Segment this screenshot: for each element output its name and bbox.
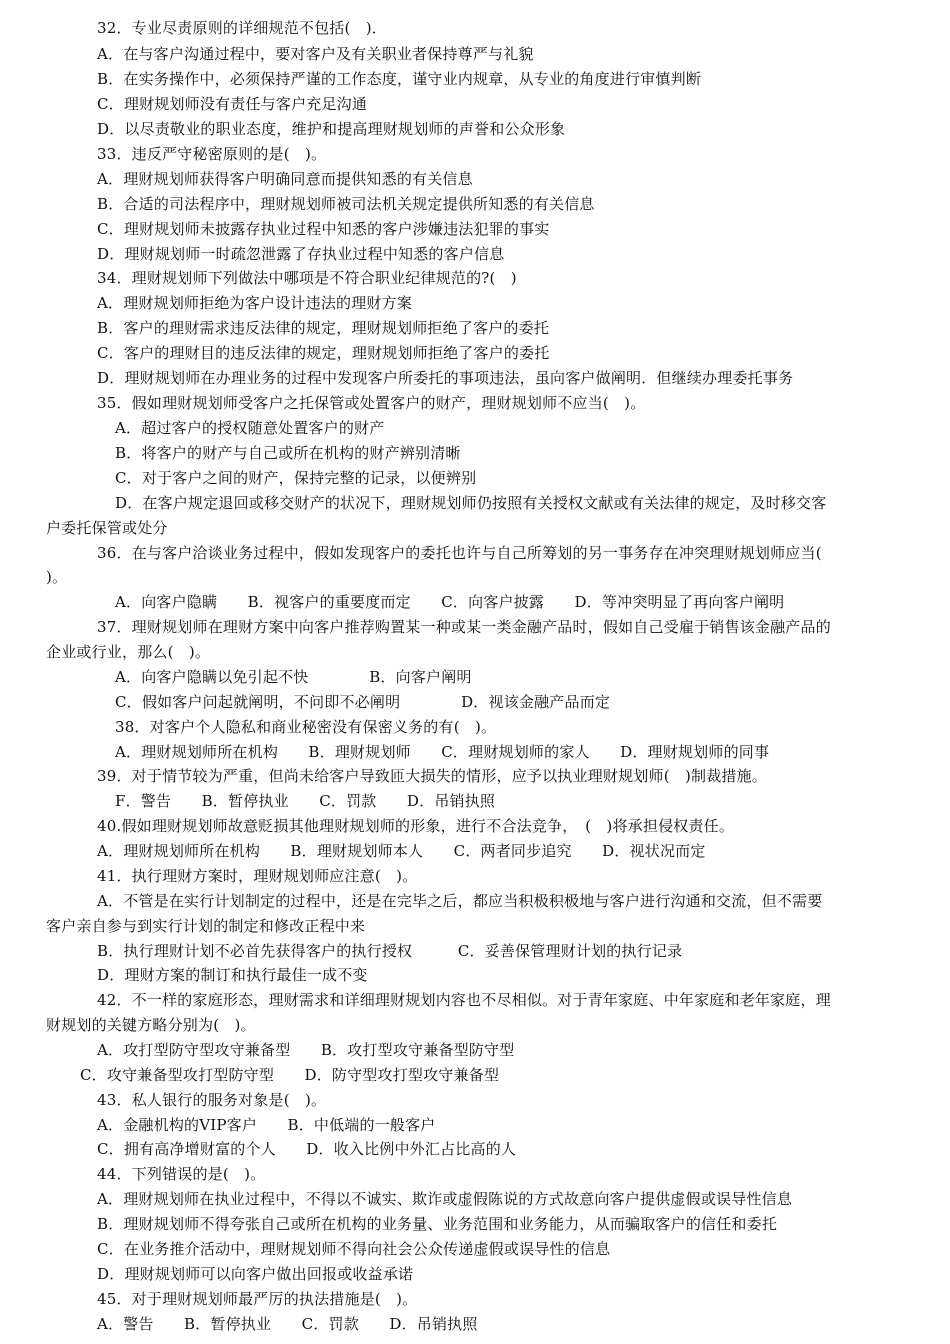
option-35-c: C．对于客户之间的财产，保持完整的记录，以便辨别 xyxy=(115,469,477,487)
options-37-cd: C．假如客户问起就阐明，不问即不必阐明 D．视该金融产品而定 xyxy=(115,693,611,711)
question-37-cont: 企业或行业，那么( )。 xyxy=(46,643,211,661)
options-41-bc: B．执行理财计划不必首先获得客户的执行授权 C．妥善保管理财计划的执行记录 xyxy=(97,942,683,960)
option-32-d: D．以尽责敬业的职业态度，维护和提高理财规划师的声誉和公众形象 xyxy=(97,120,566,138)
question-36-cont: )。 xyxy=(46,568,68,586)
options-42-cd: C．攻守兼备型攻打型防守型 D．防守型攻打型攻守兼备型 xyxy=(80,1066,500,1084)
option-44-b: B．理财规划师不得夸张自己或所在机构的业务量、业务范围和业务能力，从而骗取客户的信任和委托 xyxy=(97,1215,778,1233)
options-43-ab: A．金融机构的VIP客户 B．中低端的一般客户 xyxy=(97,1116,436,1134)
option-35-a: A．超过客户的授权随意处置客户的财产 xyxy=(115,419,385,437)
option-32-a: A．在与客户沟通过程中，要对客户及有关职业者保持尊严与礼貌 xyxy=(97,45,534,63)
question-43: 43．私人银行的服务对象是( )。 xyxy=(97,1091,327,1109)
options-40: A．理财规划师所在机构 B．理财规划师本人 C．两者同步追究 D．视状况而定 xyxy=(97,842,706,860)
question-38: 38．对客户个人隐私和商业秘密没有保密义务的有( )。 xyxy=(115,718,497,736)
options-37-ab: A．向客户隐瞒以免引起不快 B．向客户阐明 xyxy=(115,668,472,686)
question-44: 44．下列错误的是( )。 xyxy=(97,1165,266,1183)
question-37: 37．理财规划师在理财方案中向客户推荐购置某一种或某一类金融产品时，假如自己受雇于销售该金融产品的 xyxy=(97,618,831,636)
options-38: A．理财规划师所在机构 B．理财规划师 C．理财规划师的家人 D．理财规划师的同事 xyxy=(115,743,770,761)
question-45: 45．对于理财规划师最严厉的执法措施是( )。 xyxy=(97,1290,418,1308)
option-34-b: B．客户的理财需求违反法律的规定，理财规划师拒绝了客户的委托 xyxy=(97,319,550,337)
option-41-a: A．不管是在实行计划制定的过程中，还是在完毕之后，都应当积极积极地与客户进行沟通和交流，但不需要 xyxy=(97,892,823,910)
option-33-c: C．理财规划师未披露存执业过程中知悉的客户涉嫌违法犯罪的事实 xyxy=(97,220,550,238)
option-32-b: B．在实务操作中，必须保持严谨的工作态度，谨守业内规章，从专业的角度进行审慎判断 xyxy=(97,70,702,88)
option-32-c: C．理财规划师没有责任与客户充足沟通 xyxy=(97,95,368,113)
option-44-a: A．理财规划师在执业过程中，不得以不诚实、欺诈或虚假陈说的方式故意向客户提供虚假或误导性信息 xyxy=(97,1190,793,1208)
option-33-d: D．理财规划师一时疏忽泄露了存执业过程中知悉的客户信息 xyxy=(97,245,505,263)
question-40: 40.假如理财规划师故意贬损其他理财规划师的形象，进行不合法竞争， ( )将承担侵权责任。 xyxy=(97,817,735,835)
option-35-d: D．在客户规定退回或移交财产的状况下，理财规划师仍按照有关授权文献或有关法律的规定，及时移交客 xyxy=(115,494,827,512)
option-35-d-cont: 户委托保管或处分 xyxy=(46,519,168,537)
options-39: F．警告 B．暂停执业 C．罚款 D．吊销执照 xyxy=(115,792,496,810)
question-34: 34．理财规划师下列做法中哪项是不符合职业纪律规范的?( ) xyxy=(97,269,517,287)
option-33-a: A．理财规划师获得客户明确同意而提供知悉的有关信息 xyxy=(97,170,473,188)
option-41-a-cont: 客户亲自参与到实行计划的制定和修改正程中来 xyxy=(46,917,366,935)
options-45: A．警告 B．暂停执业 C．罚款 D．吊销执照 xyxy=(97,1315,478,1333)
option-35-b: B．将客户的财产与自己或所在机构的财产辨别清晰 xyxy=(115,444,461,462)
option-44-d: D．理财规划师可以向客户做出回报或收益承诺 xyxy=(97,1265,414,1283)
option-44-c: C．在业务推介活动中，理财规划师不得向社会公众传递虚假或误导性的信息 xyxy=(97,1240,611,1258)
option-33-b: B．合适的司法程序中，理财规划师被司法机关规定提供所知悉的有关信息 xyxy=(97,195,595,213)
option-34-d: D．理财规划师在办理业务的过程中发现客户所委托的事项违法，虽向客户做阐明．但继续办理委托事务 xyxy=(97,369,794,387)
question-41: 41．执行理财方案时，理财规划师应注意( )。 xyxy=(97,867,418,885)
question-39: 39．对于情节较为严重，但尚未给客户导致匝大损失的情形，应予以执业理财规划师( )制裁措施。 xyxy=(97,767,767,785)
question-32: 32．专业尽责原则的详细规范不包括( )． xyxy=(97,19,387,37)
question-35: 35．假如理财规划师受客户之托保管或处置客户的财产，理财规划师不应当( )。 xyxy=(97,394,646,412)
options-42-ab: A．攻打型防守型攻守兼备型 B．攻打型攻守兼备型防守型 xyxy=(97,1041,515,1059)
question-36: 36．在与客户洽谈业务过程中，假如发现客户的委托也许与自己所筹划的另一事务存在冲突理财规划师应当( xyxy=(97,544,822,562)
options-43-cd: C．拥有高净增财富的个人 D．收入比例中外汇占比高的人 xyxy=(97,1140,517,1158)
option-41-d: D．理财方案的制订和执行最佳一成不变 xyxy=(97,966,368,984)
option-34-a: A．理财规划师拒绝为客户设计违法的理财方案 xyxy=(97,294,413,312)
question-33: 33．违反严守秘密原则的是( )。 xyxy=(97,145,327,163)
question-42: 42．不一样的家庭形态，理财需求和详细理财规划内容也不尽相似。对于青年家庭、中年家庭和老年家庭，理 xyxy=(97,991,831,1009)
question-42-cont: 财规划的关键方略分别为( )。 xyxy=(46,1016,256,1034)
option-34-c: C．客户的理财目的违反法律的规定，理财规划师拒绝了客户的委托 xyxy=(97,344,550,362)
options-36: A．向客户隐瞒 B．视客户的重要度而定 C．向客户披露 D．等冲突明显了再向客户阐明 xyxy=(115,593,785,611)
